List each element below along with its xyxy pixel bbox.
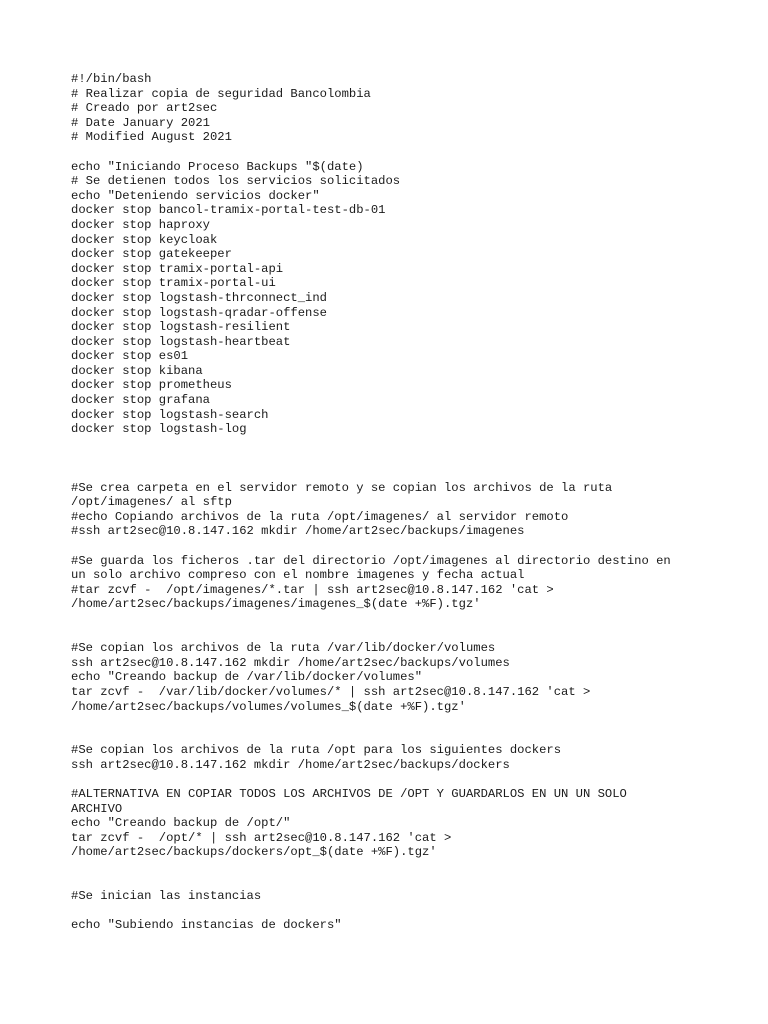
script-line: ARCHIVO [71,801,123,816]
script-line: #Se copian los archivos de la ruta /var/lib/docker/volumes [71,641,496,656]
blank-line [71,904,711,919]
script-line: # Creado por art2sec [71,101,218,116]
script-line: tar zcvf - /opt/* | ssh art2sec@10.8.147.162 'cat > [71,830,452,845]
blank-line [71,612,711,627]
script-line: echo "Creando backup de /opt/" [71,816,291,831]
blank-line [71,729,711,744]
script-line: docker stop logstash-thrconnect_ind [71,290,327,305]
script-line: /home/art2sec/backups/dockers/opt_$(date +%F).tgz' [71,845,437,860]
blank-line [71,714,711,729]
script-line: docker stop bancol-tramix-portal-test-db-01 [71,203,386,218]
script-line: docker stop tramix-portal-api [71,261,284,276]
script-line: # Se detienen todos los servicios solicitados [71,174,401,189]
script-line: docker stop grafana [71,393,210,408]
script-line: docker stop gatekeeper [71,247,232,262]
script-line: #ALTERNATIVA EN COPIAR TODOS LOS ARCHIVOS DE /OPT Y GUARDARLOS EN UN UN SOLO [71,787,627,802]
script-line: #echo Copiando archivos de la ruta /opt/imagenes/ al servidor remoto [71,509,569,524]
script-line: #Se crea carpeta en el servidor remoto y se copian los archivos de la ruta [71,480,613,495]
script-line: docker stop logstash-resilient [71,320,291,335]
script-line: docker stop es01 [71,349,189,364]
script-line: #Se guarda los ficheros .tar del directorio /opt/imagenes al directorio destino en [71,553,671,568]
blank-line [71,451,711,466]
script-line: docker stop logstash-log [71,422,247,437]
script-line: echo "Subiendo instancias de dockers" [71,918,342,933]
blank-line [71,145,711,160]
script-line: # Date January 2021 [71,115,210,130]
script-line: echo "Iniciando Proceso Backups "$(date) [71,159,364,174]
script-line: echo "Deteniendo servicios docker" [71,188,320,203]
script-line: docker stop prometheus [71,378,232,393]
script-line: /home/art2sec/backups/imagenes/imagenes_$(date +%F).tgz' [71,597,481,612]
script-line: #Se inician las instancias [71,889,262,904]
blank-line [71,539,711,554]
script-line: docker stop keycloak [71,232,218,247]
script-line: #ssh art2sec@10.8.147.162 mkdir /home/art2sec/backups/imagenes [71,524,525,539]
script-line: tar zcvf - /var/lib/docker/volumes/* | ssh art2sec@10.8.147.162 'cat > [71,684,591,699]
script-line: docker stop logstash-heartbeat [71,334,291,349]
script-line: #!/bin/bash [71,72,152,86]
script-line: /opt/imagenes/ al sftp [71,495,232,510]
script-line: docker stop tramix-portal-ui [71,276,276,291]
script-line: #Se copian los archivos de la ruta /opt para los siguientes dockers [71,743,562,758]
script-line: docker stop haproxy [71,217,210,232]
script-line: docker stop logstash-qradar-offense [71,305,327,320]
script-line: ssh art2sec@10.8.147.162 mkdir /home/art2sec/backups/volumes [71,655,510,670]
blank-line [71,875,711,890]
script-document [71,72,711,933]
script-line: /home/art2sec/backups/volumes/volumes_$(date +%F).tgz' [71,699,466,714]
script-line: echo "Creando backup de /var/lib/docker/volumes" [71,670,423,685]
script-line: # Realizar copia de seguridad Bancolombia [71,86,371,101]
script-line: #tar zcvf - /opt/imagenes/*.tar | ssh art2sec@10.8.147.162 'cat > [71,582,554,597]
blank-line [71,627,711,642]
script-line: ssh art2sec@10.8.147.162 mkdir /home/art2sec/backups/dockers [71,757,510,772]
script-line: # Modified August 2021 [71,130,232,145]
script-line: docker stop kibana [71,363,203,378]
script-line: docker stop logstash-search [71,407,269,422]
blank-line [71,773,711,788]
blank-line [71,860,711,875]
blank-line [71,466,711,481]
blank-line [71,437,711,452]
script-line: un solo archivo compreso con el nombre imagenes y fecha actual [71,568,525,583]
